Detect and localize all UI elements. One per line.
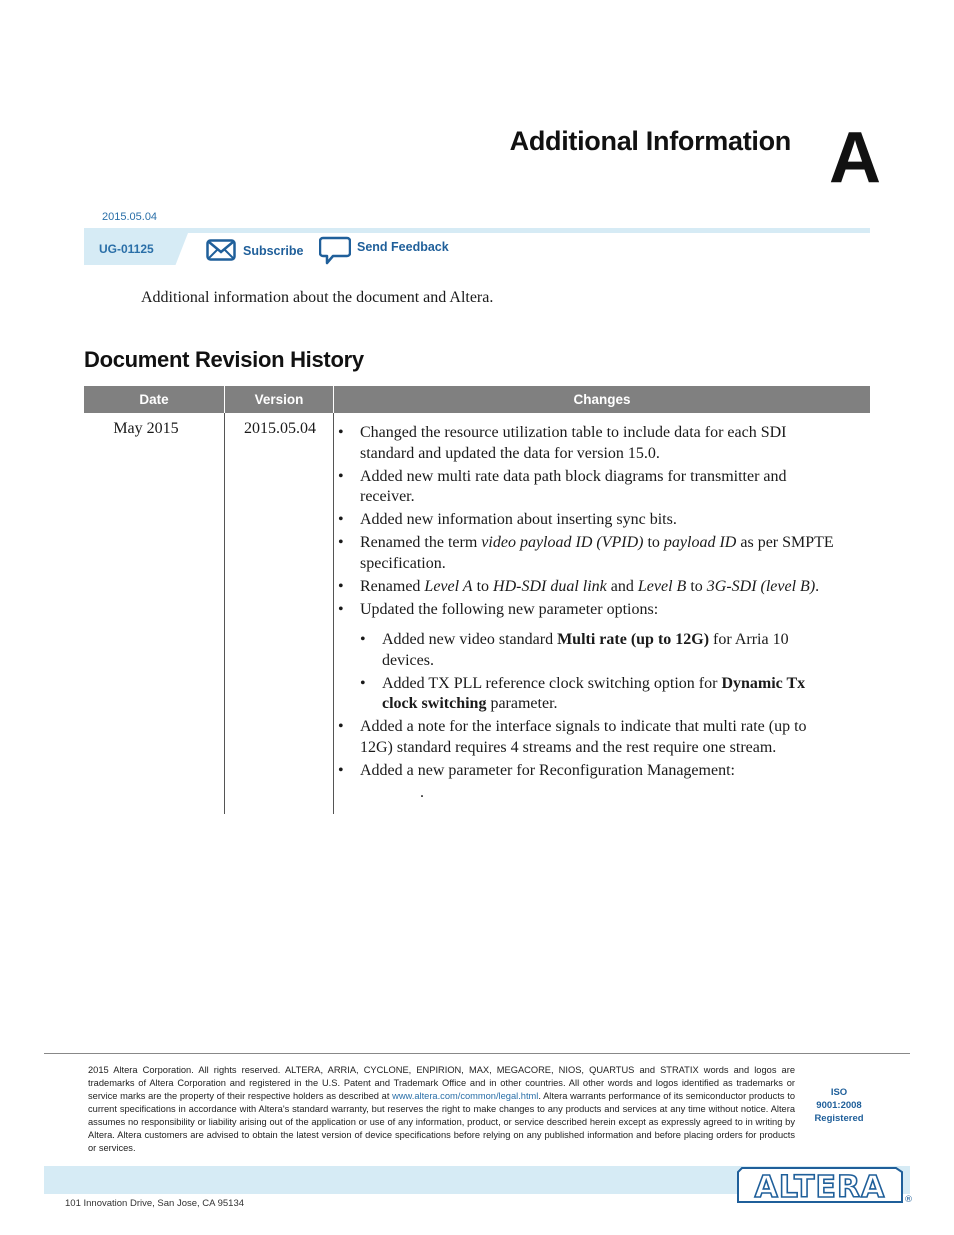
list-item: • Added new information about inserting sync bits. xyxy=(334,510,834,531)
revision-history-table xyxy=(84,386,870,801)
list-item: • Added new multi rate data path block diagrams for transmitter and receiver. xyxy=(334,467,834,508)
trailing-period: . xyxy=(420,783,424,801)
list-item: • Renamed the term video payload ID (VPID) to payload ID as per SMPTE specification. xyxy=(334,533,834,574)
document-id: UG-01125 xyxy=(99,242,154,256)
column-header-date: Date xyxy=(139,392,169,407)
speech-bubble-icon[interactable] xyxy=(319,236,351,271)
list-item: • Changed the resource utilization table to include data for each SDI standard and updated the data for version 15.0. xyxy=(334,423,834,464)
document-info-bar xyxy=(84,228,870,265)
section-heading: Document Revision History xyxy=(84,347,364,372)
document-date: 2015.05.04 xyxy=(102,211,158,223)
column-header-version: Version xyxy=(254,392,304,407)
envelope-icon[interactable] xyxy=(206,239,236,266)
info-bar-rule xyxy=(84,228,870,233)
legal-link[interactable]: www.altera.com/common/legal.html xyxy=(392,1091,539,1101)
send-feedback-link[interactable]: Send Feedback xyxy=(357,240,449,254)
row-date: May 2015 xyxy=(113,420,179,437)
appendix-letter: A xyxy=(829,118,881,198)
intro-paragraph: Additional information about the document and Altera. xyxy=(141,289,494,306)
altera-logo xyxy=(736,1164,914,1213)
sub-list-item: • Added TX PLL reference clock switching option for Dynamic Tx clock switching parameter. xyxy=(334,674,834,715)
row-version: 2015.05.04 xyxy=(244,420,316,437)
svg-text:ALTERA: ALTERA xyxy=(754,1170,886,1205)
changes-list xyxy=(334,423,834,781)
row-changes xyxy=(334,423,834,802)
list-item: • Renamed Level A to HD-SDI dual link and Level B to 3G-SDI (level B). xyxy=(334,577,834,598)
legal-notice: 2015 Altera Corporation. All rights reserved. ALTERA, ARRIA, CYCLONE, ENPIRION, MAX, MEGACORE, NIOS, QUARTUS and STRATIX words and logos are trademarks of Altera Corporation and registered in the U.S. Patent and Trademark Office and in other countries. All other words and logos identified as trademarks or service marks are the property of their respective holders as described at www.altera.com/common/legal.html. Altera warrants performance of its semiconductor products to current specifications in accordance with Altera's standard warranty, but reserves the right to make changes to any products and services at any time without notice. Altera assumes no responsibility or liability arising out of the application or use of any information, product, or service described herein except as expressly agreed to in writing by Altera. Altera customers are advised to obtain the latest version of device specifications before relying on any published information and before placing orders for products or services. xyxy=(88,1065,795,1153)
table-header-row xyxy=(84,386,870,413)
iso-certification: ISO 9001:2008 Registered xyxy=(814,1087,864,1124)
company-address: 101 Innovation Drive, San Jose, CA 95134 xyxy=(65,1198,245,1209)
column-divider xyxy=(224,413,225,814)
column-header-changes: Changes xyxy=(573,392,631,407)
list-item: • Added a new parameter for Reconfiguration Management: xyxy=(334,761,834,782)
svg-text:®: ® xyxy=(904,1195,913,1205)
subscribe-link[interactable]: Subscribe xyxy=(243,244,304,258)
sub-list-item: • Added new video standard Multi rate (up to 12G) for Arria 10 devices. xyxy=(334,630,834,671)
list-item: • Updated the following new parameter options: xyxy=(334,600,834,621)
page-title: Additional Information xyxy=(509,126,791,156)
list-item: • Added a note for the interface signals to indicate that multi rate (up to 12G) standard requires 4 streams and the rest require one stream. xyxy=(334,717,834,758)
footer-divider xyxy=(44,1053,910,1054)
